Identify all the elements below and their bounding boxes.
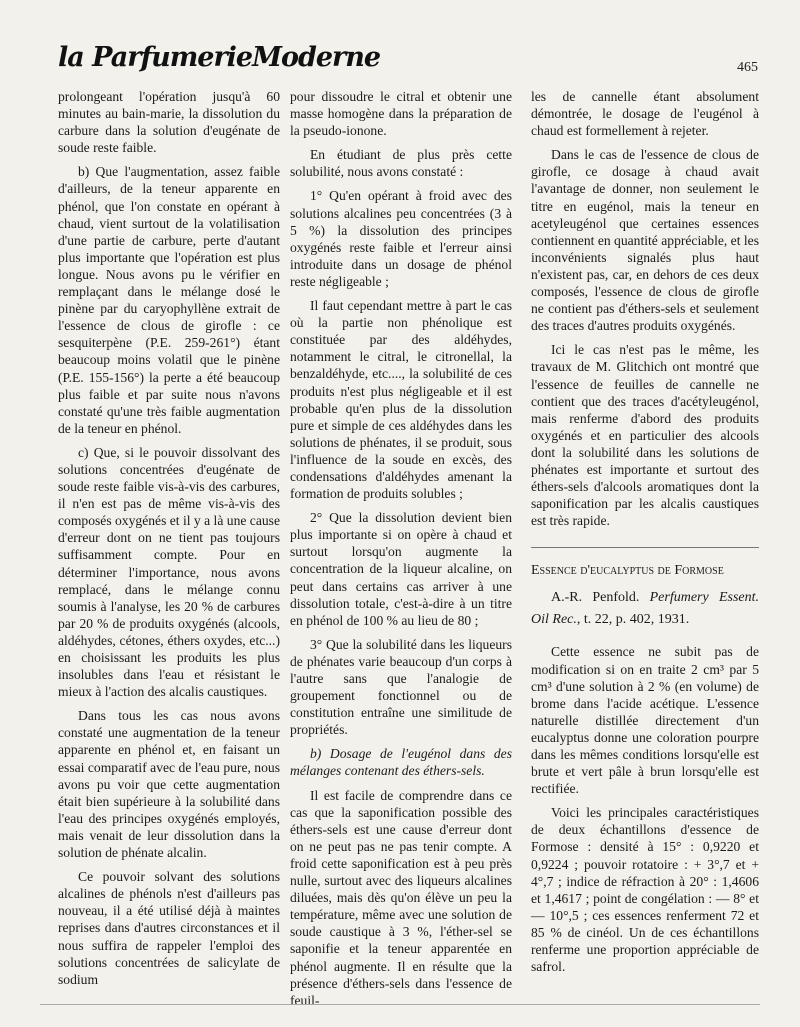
citation-ref: , t. 22, p. 402, 1931. bbox=[576, 612, 690, 628]
paragraph: b) Que l'augmentation, assez faible d'ailleurs, de la teneur apparente en phénol, que l'on constate en opérant à chaud, vient surtout de la volatilisation d'une partie de carbure, perte d'autant plus importante que l'opération est plus longue. Nous avons pu le vérifier en remplaçant dans le mélange dosé le pinène par du caryophyllène extrait de l'essence de clous de girofle : ce sesquiterpène (P.E. 259-261°) étant beaucoup moins volatil que le pinène (P.E. 155-156°) la perte a été beaucoup plus faible et par suite nous n'avons constaté qu'une très faible augmentation de la teneur en phénol. bbox=[58, 164, 280, 436]
subsection-heading: b) Dosage de l'eugénol dans des mélanges contenant des éthers-sels. bbox=[290, 746, 512, 779]
paragraph: 1° Qu'en opérant à froid avec des solutions alcalines peu concentrées (3 à 5 %) la dissolution des principes oxygénés reste faible et l'erreur ainsi introduite dans un dosage de phénol reste négligeable ; bbox=[290, 188, 512, 289]
page-bottom-rule bbox=[40, 1004, 760, 1005]
paragraph: pour dissoudre le citral et obtenir une masse homogène dans la préparation de la pseudo-ionone. bbox=[290, 89, 512, 139]
column-1 bbox=[58, 88, 280, 995]
paragraph: Ici le cas n'est pas le même, les travaux de M. Glitchich ont montré que l'essence de feuilles de cannelle ne contient que des traces d'acétyleugénol, mais renferme d'abord des produits oxygénés et en particulier des alcools dont la solubilité dans les solutions de phénates est importante et surtout des éthers-sels d'alcools aromatiques dont la saponification par les alcalis caustiques est très rapide. bbox=[531, 342, 759, 529]
paragraph: Cette essence ne subit pas de modification si on en traite 2 cm³ par 5 cm³ d'une solution à 2 % (en volume) de brome dans l'acide acétique. L'essence naturelle distillée directement d'un eucalyptus donne une coloration pourpre dans les mêmes conditions lorsqu'elle est brute et vert pâle à brun lorsqu'elle est rectifiée. bbox=[531, 644, 759, 797]
column-2 bbox=[290, 88, 512, 1016]
paragraph: 2° Que la dissolution devient bien plus importante si on opère à chaud et surtout lorsqu'on augmente la concentration de la liqueur alcaline, on peut dans certains cas arriver à une dissolution totale, c'est-à-dire à un titre en phénol de 100 % au lieu de 80 ; bbox=[290, 510, 512, 628]
section-divider bbox=[531, 547, 759, 548]
column-3 bbox=[531, 88, 759, 982]
citation-author: A.-R. Penfold. bbox=[551, 590, 640, 606]
masthead-logo: la ParfumerieModerne bbox=[58, 42, 381, 73]
paragraph: Dans tous les cas nous avons constaté une augmentation de la teneur apparente en phénol et, en faisant un essai comparatif avec de l'eau pure, nous avons pu voir que cette augmentation était bien supérieure à la solubilité dans l'eau des principes oxygénés employés, mais venait de leur dissolution dans la solution de phénate alcalin. bbox=[58, 708, 280, 861]
section-title: Essence d'eucalyptus de Formose bbox=[531, 563, 724, 579]
paragraph: Ce pouvoir solvant des solutions alcalines de phénols n'est d'ailleurs pas nouveau, il a été utilisé déjà à maintes reprises dans d'autres circonstances et il nous suffira de rappeler l'emploi des solutions concentrées de salicylate de sodium bbox=[58, 869, 280, 987]
paragraph: Il faut cependant mettre à part le cas où la partie non phénolique est constituée par des aldéhydes, notamment le citral, le citronellal, la benzaldéhyde, etc...., la solubilité de ces produits n'est plus négligeable et il est probable qu'en plus de la dissolution pure et simple de ces aldéhydes dans les solutions de phénates, il se produit, sous l'influence de la soude en excès, des condensations d'aldéhydes amenant la formation de produits solubles ; bbox=[290, 298, 512, 502]
paragraph: c) Que, si le pouvoir dissolvant des solutions concentrées d'eugénate de soude reste faible vis-à-vis des carbures, il n'en est pas de même vis-à-vis des composés oxygénés et il y a là une cause d'erreur dont on ne tient pas toujours suffisamment compte. Pour en déterminer l'importance, nous avons remplacé, dans le mélange connu soumis à l'analyse, les 20 % de carbures par 20 % de produits oxygénés (alcools, aldéhydes, cétones, éthers oxydes, etc...) en choisissant les produits les plus insolubles dans l'eau et résistant le mieux à l'action des alcalis caustiques. bbox=[58, 444, 280, 700]
paragraph: Il est facile de comprendre dans ce cas que la saponification possible des éthers-sels est une cause d'erreur dont on ne peut pas ne pas tenir compte. A froid cette saponification est à peu près nulle, surtout avec des liqueurs alcalines diluées, mais dès qu'on élève un peu la température, même avec une solution de soude caustique à 3 %, l'éther-sel se saponifie et la teneur apparentée en phénol augmente. Il en résulte que la présence d'éthers-sels dans l'essence de feuil- bbox=[290, 787, 512, 1008]
paragraph: Voici les principales caractéristiques de deux échantillons d'essence de Formose : densité à 15° : 0,9220 et 0,9224 ; pouvoir rotatoire : + 3°,7 et + 4°,7 ; indice de réfraction à 20° : 1,4606 et 1,4617 ; point de congélation : — 8° et — 10°,5 ; ces essences renferment 72 et 85 % de cinéol. Un de ces échantillons renferme une proportion appréciable de safrol. bbox=[531, 805, 759, 975]
page-number: 465 bbox=[737, 60, 758, 75]
paragraph: prolongeant l'opération jusqu'à 60 minutes au bain-marie, la dissolution du carbure dans la solution d'eugénate de soude reste faible. bbox=[58, 89, 280, 156]
paragraph: les de cannelle étant absolument démontrée, le dosage de l'eugénol à chaud est formellement à rejeter. bbox=[531, 89, 759, 139]
citation-journal: Perfumery Essent. Oil Rec. bbox=[531, 590, 759, 628]
citation bbox=[531, 587, 759, 631]
paragraph: 3° Que la solubilité dans les liqueurs de phénates varie beaucoup d'un corps à l'autre sans que l'analogie de groupement fonctionnel ou de constitution entraîne une similitude de propriétés. bbox=[290, 636, 512, 738]
paragraph: En étudiant de plus près cette solubilité, nous avons constaté : bbox=[290, 147, 512, 180]
paragraph: Dans le cas de l'essence de clous de girofle, ce dosage à chaud avait l'avantage de donner, non seulement le titre en eugénol, mais la teneur en acetyleugénol que certaines essences contiennent en quantité appréciable, et les inconvénients signalés plus haut n'existent pas, car, en dehors de ces deux composés, l'essence de clous de girofle ne contient pas d'éthers-sels et seulement des traces d'autres produits oxygénés. bbox=[531, 147, 759, 334]
